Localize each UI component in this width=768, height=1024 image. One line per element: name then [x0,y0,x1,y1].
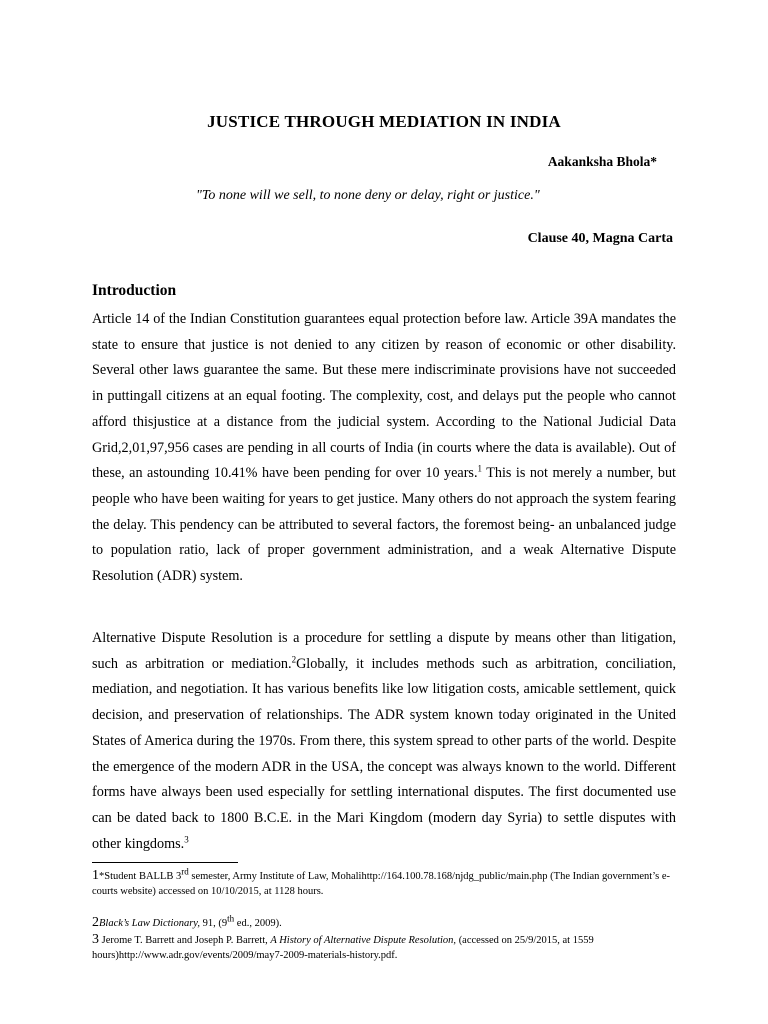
footnote-ref: 2 [291,653,297,664]
epigraph-quote: "To none will we sell, to none deny or delay, right or justice." [196,188,540,203]
footnote-text: 91, (9 [200,918,228,929]
section-heading: Introduction [92,282,177,299]
footnote-number: 1 [92,868,99,883]
footnote-text: *Student BALLB 3 [99,871,182,882]
footnote-superscript: rd [181,866,189,877]
footnote [92,868,692,899]
paragraph-text: Alternative Dispute Resolution is a procedure for settling a dispute by means other than litigation, such as arbitration or mediation. [92,630,676,672]
epigraph-source: Clause 40, Magna Carta [527,231,673,246]
footnote [92,915,692,931]
paragraph-text: This is not merely a number, but people who have been waiting for years to get justice. Many others do not approach the system fearing the delay. This pendency can be attributed to several factors, the foremost being- an unbalanced judge to population ratio, lack of proper government administration, and a weak Alternative Dispute Resolution (ADR) system. [92,465,676,585]
footnote-italic: Black’s Law Dictionary, [99,918,201,929]
footnote-number: 2 [92,915,99,930]
paragraph-text: Article 14 of the Indian Constitution guarantees equal protection before law. Article 39A mandates the state to ensure that justice is not denied to any citizen by reason of economic or other disability. Several other laws guarantee the same. But these mere indiscriminate provisions have not succeeded in puttingall citizens at an equal footing. The complexity, cost, and delays put the people who cannot afford thisjustice at a distance from the judicial system. According to the National Judicial Data Grid,2,01,97,956 cases are pending in all courts of India (in courts where the data is available). Out of these, an astounding 10.41% have been pending for over 10 years. [92,311,676,482]
author-name: Aakanksha Bhola* [547,154,657,169]
footnote-ref: 3 [184,833,189,844]
footnote-ref: 1 [477,463,482,474]
page-title: JUSTICE THROUGH MEDIATION IN INDIA [207,112,561,131]
footnote-text: semester, Army Institute of Law, Mohalihttp://164.100.78.168/njdg_public/main.php (The Indian government’s e-courts website) accessed on 10/10/2015, at 1128 hours. [92,871,670,897]
footnote [92,932,692,963]
footnote-text: Jerome T. Barrett and Joseph P. Barrett, [99,935,271,946]
footnote-superscript: th [227,913,235,924]
paragraph [92,626,676,857]
footnote-text: (accessed on 25/9/2015, at 1559 hours)http://www.adr.gov/events/2009/may7-2009-materials-history.pdf. [92,935,594,961]
footnote-text: ed., 2009). [234,918,282,929]
paragraph-text: Globally, it includes methods such as arbitration, conciliation, mediation, and negotiation. It has various benefits like low litigation costs, amicable settlement, quick decision, and preservation of relationships. The ADR system known today originated in the United States of America during the 1970s. From there, this system spread to other parts of the world. Despite the emergence of the modern ADR in the USA, the concept was always known to the world. Different forms have always been used especially for settling international disputes. The first documented use can be dated back to 1800 B.C.E. in the Mari Kingdom (modern day Syria) to settle disputes with other kingdoms. [92,655,676,852]
footnote-divider [92,862,238,863]
paragraph [92,307,676,590]
footnote-number: 3 [92,932,99,947]
footnote-italic: A History of Alternative Dispute Resolution, [270,935,457,946]
